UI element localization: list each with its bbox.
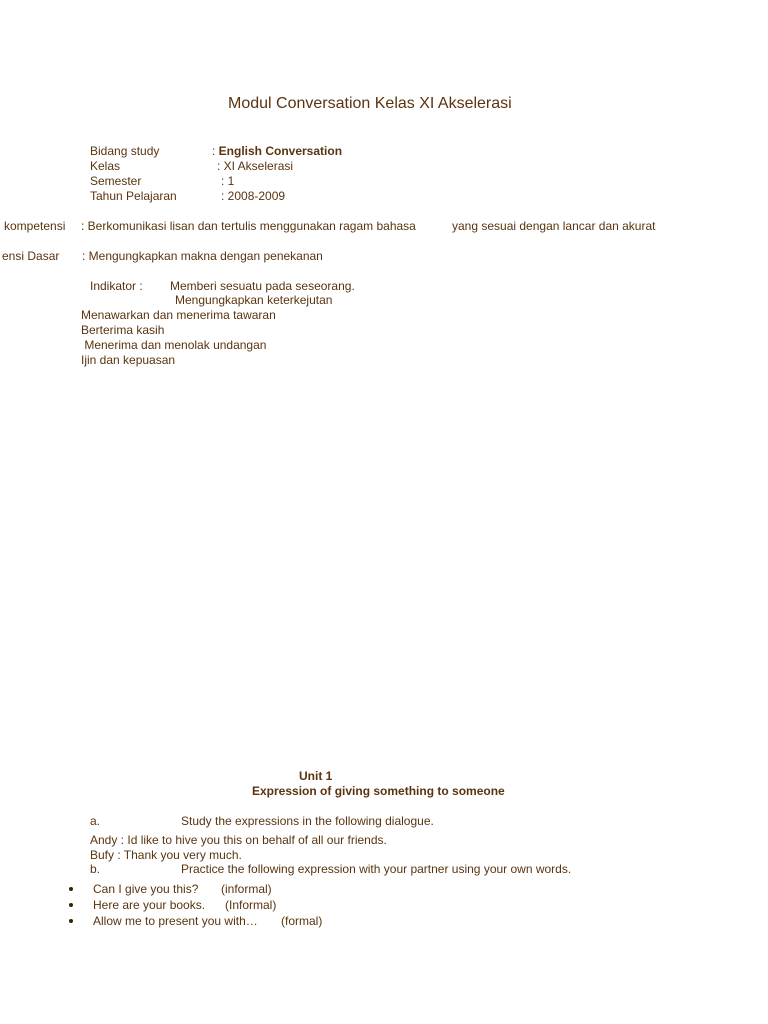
bidang-separator: : — [212, 144, 219, 158]
bidang-label: Bidang study — [90, 144, 160, 158]
dialogue-line: Bufy : Thank you very much. — [90, 848, 242, 862]
dasar-label: ensi Dasar — [2, 249, 60, 263]
bullet-item-text: Allow me to present you with… — [93, 914, 258, 928]
page-title: Modul Conversation Kelas XI Akselerasi — [228, 95, 512, 112]
semester-label: Semester — [90, 174, 142, 188]
bullet-dot-icon — [69, 887, 73, 891]
indikator-item: Menerima dan menolak undangan — [81, 338, 267, 352]
indikator-item: Mengungkapkan keterkejutan — [175, 293, 333, 307]
step-b-marker: b. — [90, 862, 101, 876]
bidang-value-line — [212, 144, 342, 158]
step-a-text: Study the expressions in the following dialogue. — [181, 814, 434, 828]
kelas-label: Kelas — [90, 159, 121, 173]
bullet-dot-icon — [69, 919, 73, 923]
bullet-item-note: (Informal) — [225, 898, 277, 912]
kompetensi-value: : Berkomunikasi lisan dan tertulis menggunakan ragam bahasa — [81, 219, 416, 233]
bullet-item-note: (formal) — [281, 914, 323, 928]
dasar-value: : Mengungkapkan makna dengan penekanan — [82, 249, 323, 263]
unit-number: Unit 1 — [299, 769, 333, 783]
step-a-marker: a. — [90, 814, 101, 828]
indikator-label: Indikator : — [90, 279, 143, 293]
kompetensi-label: kompetensi — [4, 219, 66, 233]
step-b-text: Practice the following expression with your partner using your own words. — [181, 862, 572, 876]
bullet-dot-icon — [69, 903, 73, 907]
bidang-value: English Conversation — [218, 144, 343, 158]
indikator-item: Memberi sesuatu pada seseorang. — [170, 279, 355, 293]
indikator-item: Menawarkan dan menerima tawaran — [81, 308, 276, 322]
tahun-label: Tahun Pelajaran — [90, 189, 177, 203]
unit-heading: Expression of giving something to someone — [252, 784, 505, 798]
semester-value: : 1 — [221, 174, 235, 188]
indikator-item: Ijin dan kepuasan — [81, 353, 176, 367]
bullet-item-text: Here are your books. — [93, 898, 206, 912]
kompetensi-value-continued: yang sesuai dengan lancar dan akurat — [452, 219, 656, 233]
tahun-value: : 2008-2009 — [221, 189, 286, 203]
kelas-value: : XI Akselerasi — [217, 159, 294, 173]
bullet-item-text: Can I give you this? — [93, 882, 199, 896]
indikator-item: Berterima kasih — [81, 323, 165, 337]
dialogue-line: Andy : Id like to hive you this on behalf of all our friends. — [90, 833, 387, 847]
bullet-item-note: (informal) — [221, 882, 272, 896]
